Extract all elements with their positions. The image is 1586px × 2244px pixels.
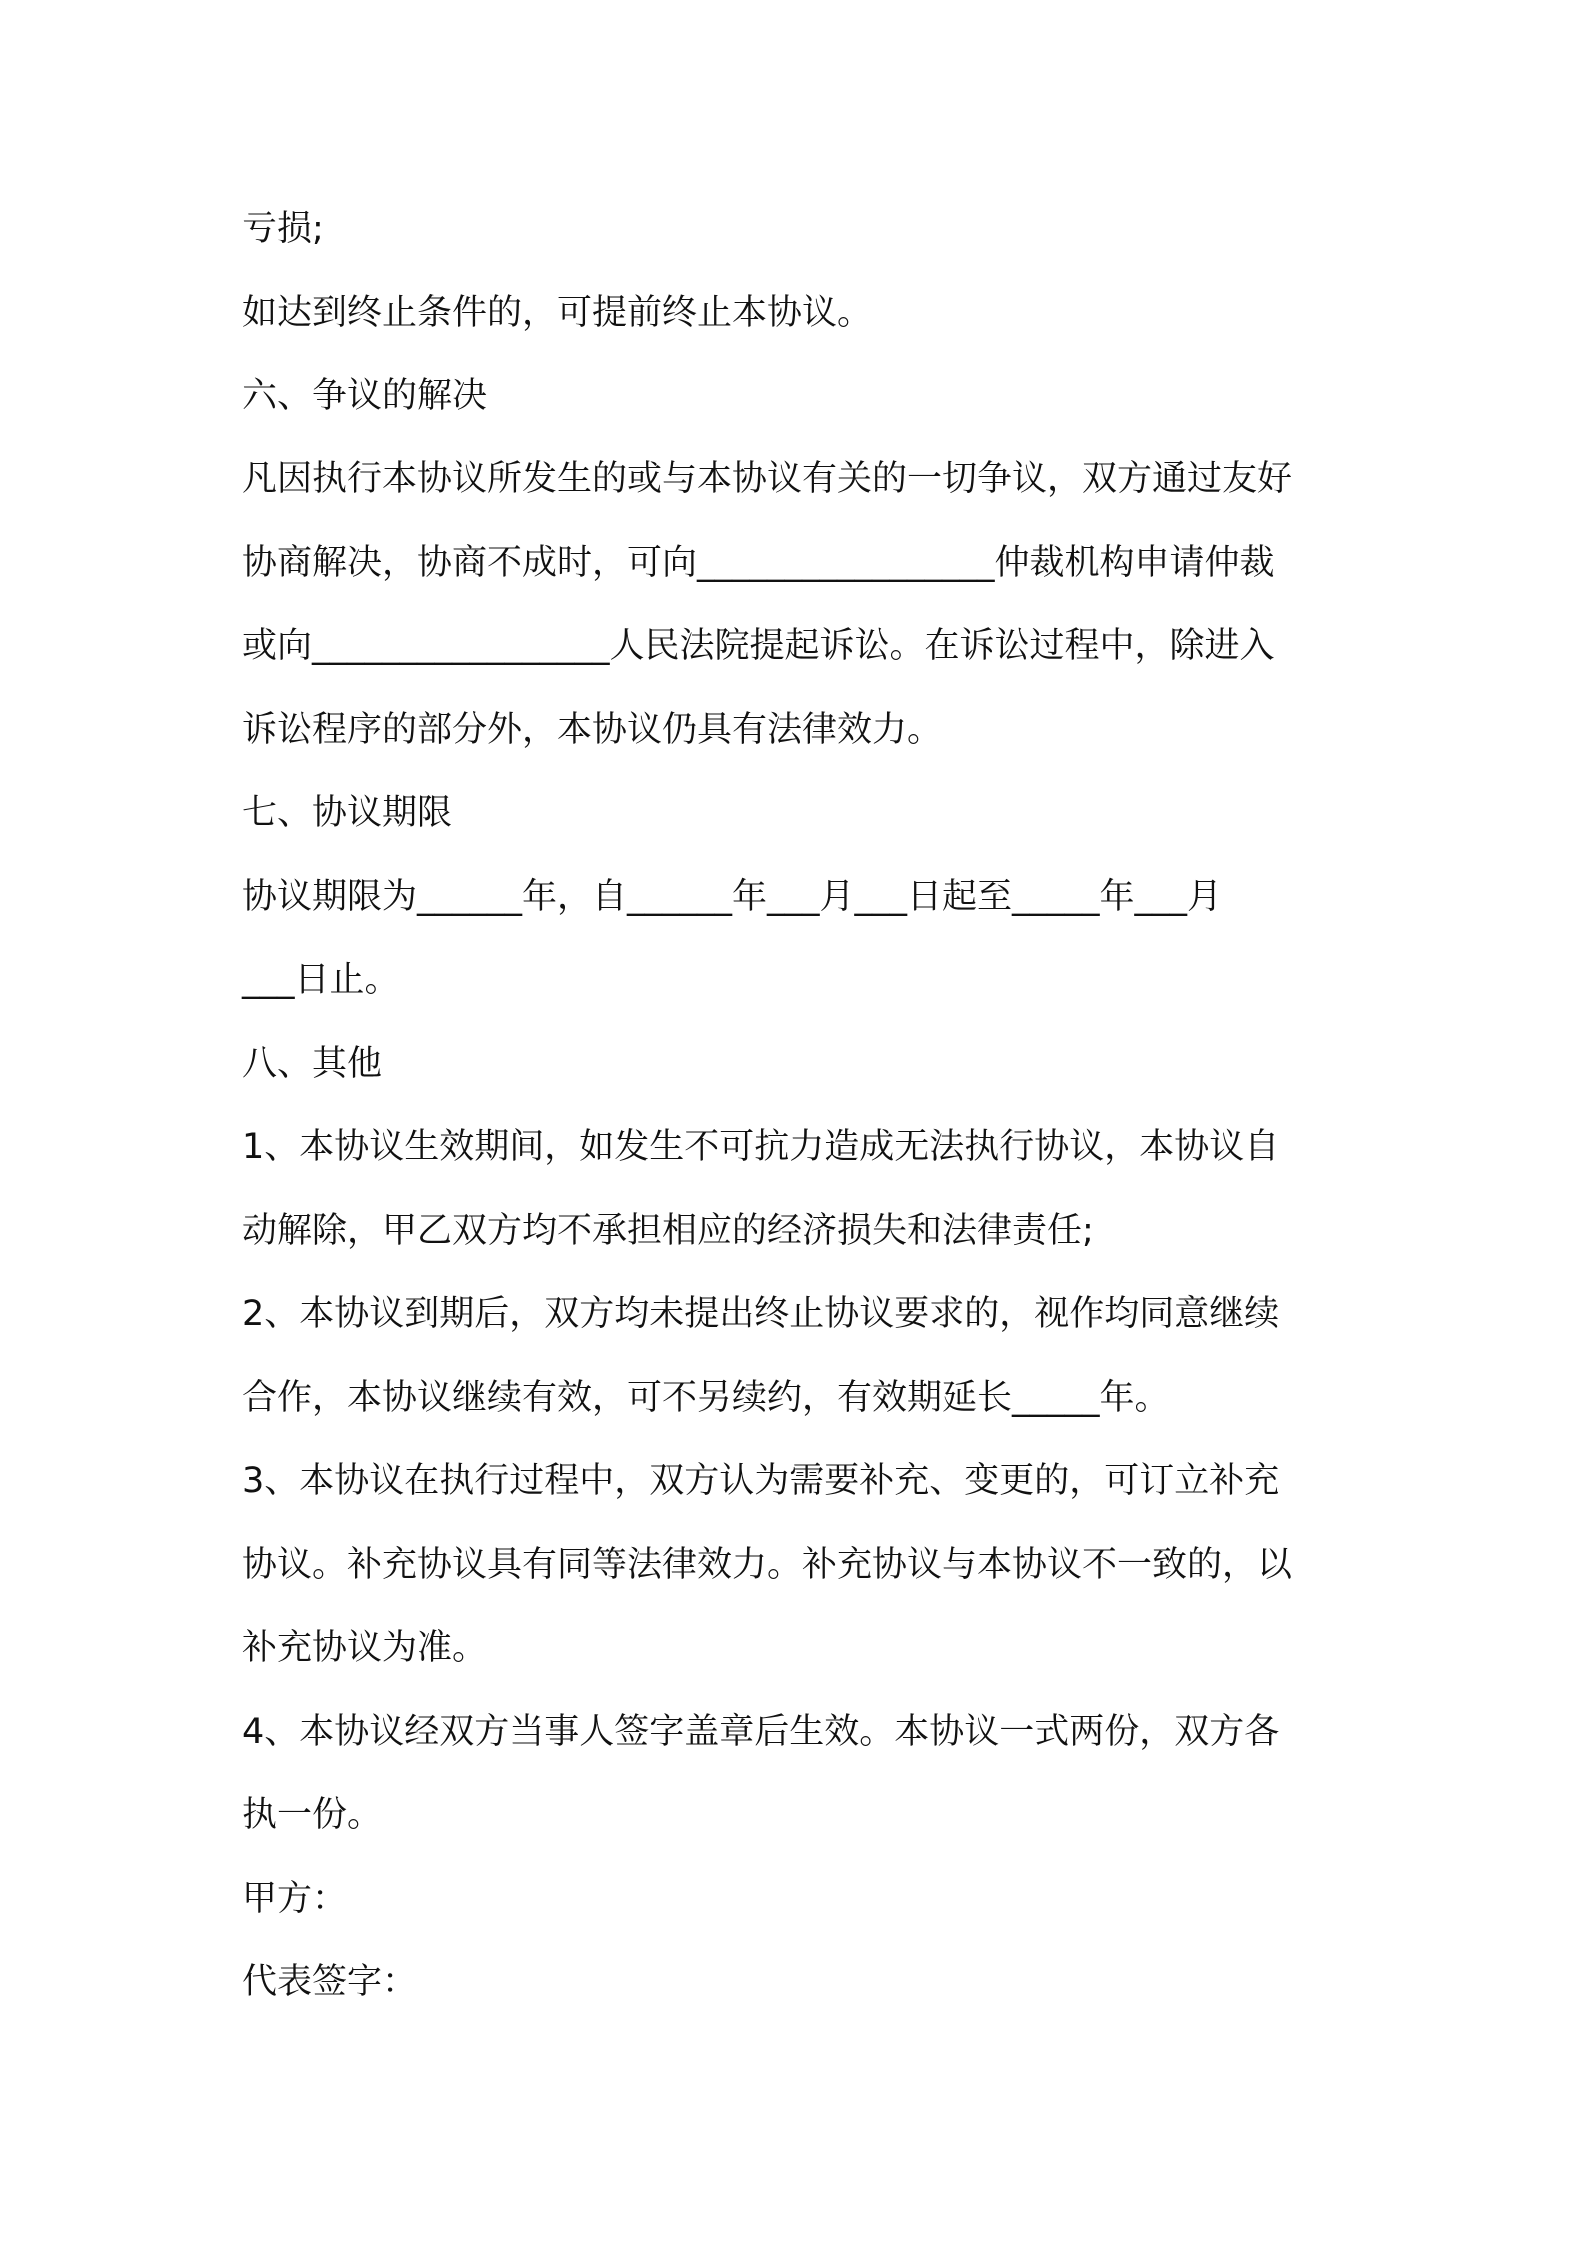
party-a-label: 甲方：: [242, 1879, 348, 1919]
text-line: 协议。补充协议具有同等法律效力。补充协议与本协议不一致的，以: [242, 1545, 1293, 1585]
text-line: 诉讼程序的部分外，本协议仍具有法律效力。: [242, 710, 943, 750]
section-heading: 六、争议的解决: [242, 376, 488, 416]
signature-label: 代表签字：: [242, 1962, 418, 2002]
text-line: 亏损;: [242, 209, 324, 249]
text-line: 执一份。: [242, 1795, 383, 1835]
section-heading: 七、协议期限: [242, 793, 453, 833]
text-line: 补充协议为准。: [242, 1628, 488, 1668]
text-line: 协商解决，协商不成时，可向_________________仲裁机构申请仲裁: [242, 543, 1275, 583]
text-line: ___日止。: [242, 960, 400, 1000]
section-heading: 八、其他: [242, 1044, 383, 1084]
text-line: 或向_________________人民法院提起诉讼。在诉讼过程中，除进入: [242, 626, 1275, 666]
text-line: 动解除，甲乙双方均不承担相应的经济损失和法律责任;: [242, 1211, 1094, 1251]
text-line: 凡因执行本协议所发生的或与本协议有关的一切争议，双方通过友好: [242, 459, 1293, 499]
text-line: 如达到终止条件的，可提前终止本协议。: [242, 293, 873, 333]
text-line: 协议期限为______年，自______年___月___日起至_____年___月: [242, 877, 1223, 917]
text-line: 1、本协议生效期间，如发生不可抗力造成无法执行协议，本协议自: [242, 1127, 1280, 1167]
text-line: 3、本协议在执行过程中，双方认为需要补充、变更的，可订立补充: [242, 1461, 1280, 1501]
text-line: 4、本协议经双方当事人签字盖章后生效。本协议一式两份，双方各: [242, 1712, 1280, 1752]
text-line: 合作，本协议继续有效，可不另续约，有效期延长_____年。: [242, 1378, 1170, 1418]
text-line: 2、本协议到期后，双方均未提出终止协议要求的，视作均同意继续: [242, 1294, 1280, 1334]
